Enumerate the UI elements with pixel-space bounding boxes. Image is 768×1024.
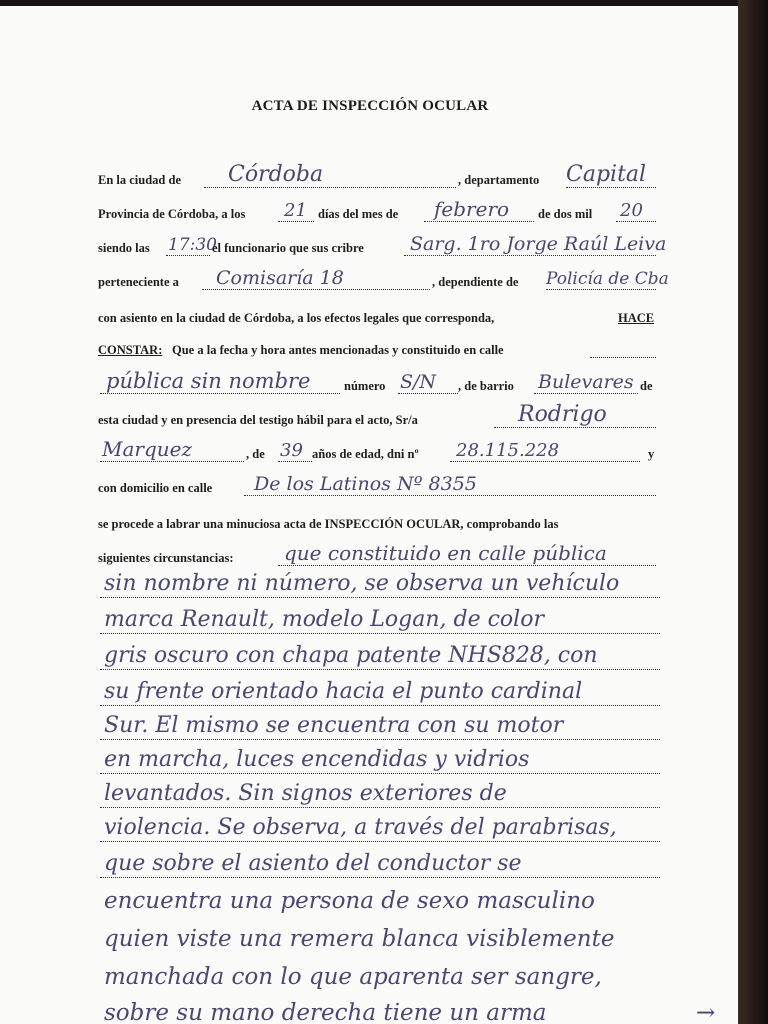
value-departamento: Capital [566, 162, 647, 187]
label-dos-mil: de dos mil [538, 207, 593, 221]
body-line-12: manchada con lo que aparenta ser sangre, [104, 964, 602, 990]
body-line-3: gris oscuro con chapa patente NHS828, con [100, 638, 700, 672]
value-testigo-apellido: Marquez [102, 437, 193, 461]
line-domicilio [98, 474, 658, 498]
value-edad: 39 [280, 440, 303, 461]
value-circunstancias-inicio: que constituido en calle pública [284, 541, 607, 565]
line-hora [98, 233, 667, 258]
value-perteneciente: Comisaría 18 [216, 267, 344, 289]
line-calle [98, 369, 658, 396]
body-line-11: quien viste una remera blanca visiblemente [104, 926, 615, 952]
body-line-2: marca Renault, modelo Logan, de color [100, 602, 700, 636]
document-title: ACTA DE INSPECCIÓN OCULAR [251, 98, 489, 114]
label-dependiente: , dependiente de [432, 275, 519, 289]
label-ciudad: En la ciudad de [98, 173, 182, 187]
line-edad-dni [98, 437, 658, 464]
body-line-8: violencia. Se observa, a través del parabrisas, [100, 810, 700, 844]
value-dependiente: Policía de Cba [546, 269, 669, 289]
body-line-1: sin nombre ni número, se observa un vehículo [100, 566, 700, 600]
label-numero: número [344, 379, 386, 393]
document-page [0, 6, 738, 1024]
scan-edge-shadow [738, 0, 768, 1024]
label-edad-de: , de [246, 447, 265, 461]
line-constar [98, 336, 658, 360]
label-barrio: , de barrio [458, 379, 514, 393]
body-line-10: encuentra una persona de sexo masculino [104, 888, 595, 914]
label-siendo: siendo las [98, 241, 150, 255]
body-line-5: Sur. El mismo se encuentra con su motor [100, 708, 700, 742]
label-departamento: , departamento [458, 173, 540, 187]
body-line-4: su frente orientado hacia el punto cardinal [100, 674, 700, 708]
body-line-9: que sobre el asiento del conductor se [100, 846, 700, 880]
value-testigo-nombre: Rodrigo [518, 402, 607, 427]
value-hora: 17:30 [168, 235, 217, 255]
label-testigo: esta ciudad y en presencia del testigo hábil para el acto, Sr/a [98, 413, 418, 427]
label-mes: días del mes de [318, 207, 399, 221]
value-dia: 21 [284, 200, 307, 221]
label-y: y [648, 447, 655, 461]
label-anios-dni: años de edad, dni nº [312, 447, 419, 461]
label-asiento: con asiento en la ciudad de Córdoba, a los efectos legales que corresponda, [98, 311, 495, 325]
line-procede [98, 510, 658, 534]
label-perteneciente: perteneciente a [98, 275, 179, 289]
label-de: de [640, 379, 653, 393]
value-calle: pública sin nombre [106, 369, 311, 393]
label-domicilio: con domicilio en calle [98, 481, 213, 495]
value-barrio: Bulevares [538, 371, 634, 393]
value-anio: 20 [620, 200, 643, 221]
body-line-7: levantados. Sin signos exteriores de [100, 776, 700, 810]
value-domicilio: De los Latinos Nº 8355 [254, 473, 477, 495]
continuation-arrow: → [696, 1000, 716, 1024]
line-ciudad [98, 162, 658, 190]
label-los: Provincia de Córdoba, a los [98, 207, 246, 221]
line-testigo [98, 402, 658, 430]
line-dependencia [98, 267, 669, 292]
value-numero: S/N [400, 371, 437, 393]
label-circunstancias: siguientes circunstancias: [98, 551, 234, 565]
label-procede: se procede a labrar una minuciosa acta de INSPECCIÓN OCULAR, comprobando las [98, 517, 559, 531]
value-mes: febrero [434, 197, 510, 221]
value-funcionario: Sarg. 1ro Jorge Raúl Leiva [410, 233, 667, 255]
blank-calle-a [590, 356, 656, 358]
label-constar: CONSTAR: [98, 343, 163, 357]
line-circunstancias [98, 541, 658, 568]
line-asiento [98, 304, 658, 328]
label-hace: HACE [618, 311, 655, 325]
body-line-6: en marcha, luces encendidas y vidrios [100, 742, 700, 776]
value-dni: 28.115.228 [456, 440, 560, 461]
value-ciudad: Córdoba [228, 162, 324, 187]
label-constituido: Que a la fecha y hora antes mencionadas y constituido en calle [172, 343, 504, 357]
line-fecha [98, 197, 658, 224]
label-funcionario: el funcionario que sus cribre [212, 241, 364, 255]
body-line-13: sobre su mano derecha tiene un arma → [104, 1000, 716, 1024]
